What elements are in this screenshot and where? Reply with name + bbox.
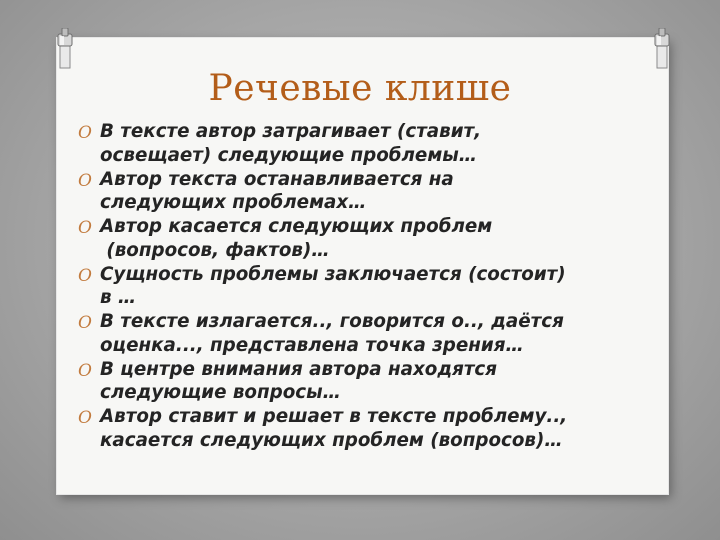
pushpin-left-icon xyxy=(56,28,74,70)
bullet-o-icon: O xyxy=(78,218,92,238)
list-item-line: в … xyxy=(100,287,137,308)
pushpin-right-icon xyxy=(653,28,671,70)
list-item-line: В центре внимания автора находятся xyxy=(100,358,497,380)
list-item xyxy=(78,405,648,453)
list-item xyxy=(78,215,648,263)
cliche-list xyxy=(78,120,648,453)
list-item-line: касается следующих проблем (вопросов)… xyxy=(100,429,563,451)
bullet-o-icon: O xyxy=(78,170,92,191)
list-item-line: следующие вопросы… xyxy=(100,382,341,403)
list-item xyxy=(78,358,648,406)
list-item xyxy=(78,310,648,358)
list-item xyxy=(78,168,648,216)
list-item-line: (вопросов, фактов)… xyxy=(100,239,330,261)
list-item-line: Автор касается следующих проблем xyxy=(100,216,493,237)
list-item xyxy=(78,120,648,168)
list-item-line: Сущность проблемы заключается (состоит) xyxy=(100,263,566,285)
bullet-o-icon: O xyxy=(78,265,92,286)
list-item-line: В тексте излагается.., говорится о.., даётся xyxy=(100,311,564,332)
list-item-line: следующих проблемах… xyxy=(100,192,367,213)
list-item-line: В тексте автор затрагивает (ставит, xyxy=(100,121,482,142)
list-item-line: Автор текста останавливается на xyxy=(100,168,454,190)
list-item-line: оценка..., представлена точка зрения… xyxy=(100,334,524,356)
bullet-o-icon: O xyxy=(78,123,92,143)
list-item xyxy=(78,263,648,311)
bullet-o-icon: O xyxy=(78,360,92,381)
list-item-line: Автор ставит и решает в тексте проблему.., xyxy=(100,406,568,427)
slide-title: Речевые клише xyxy=(208,68,512,109)
bullet-o-icon: O xyxy=(78,313,92,333)
list-item-line: освещает) следующие проблемы… xyxy=(100,144,478,166)
bullet-o-icon: O xyxy=(78,408,92,428)
